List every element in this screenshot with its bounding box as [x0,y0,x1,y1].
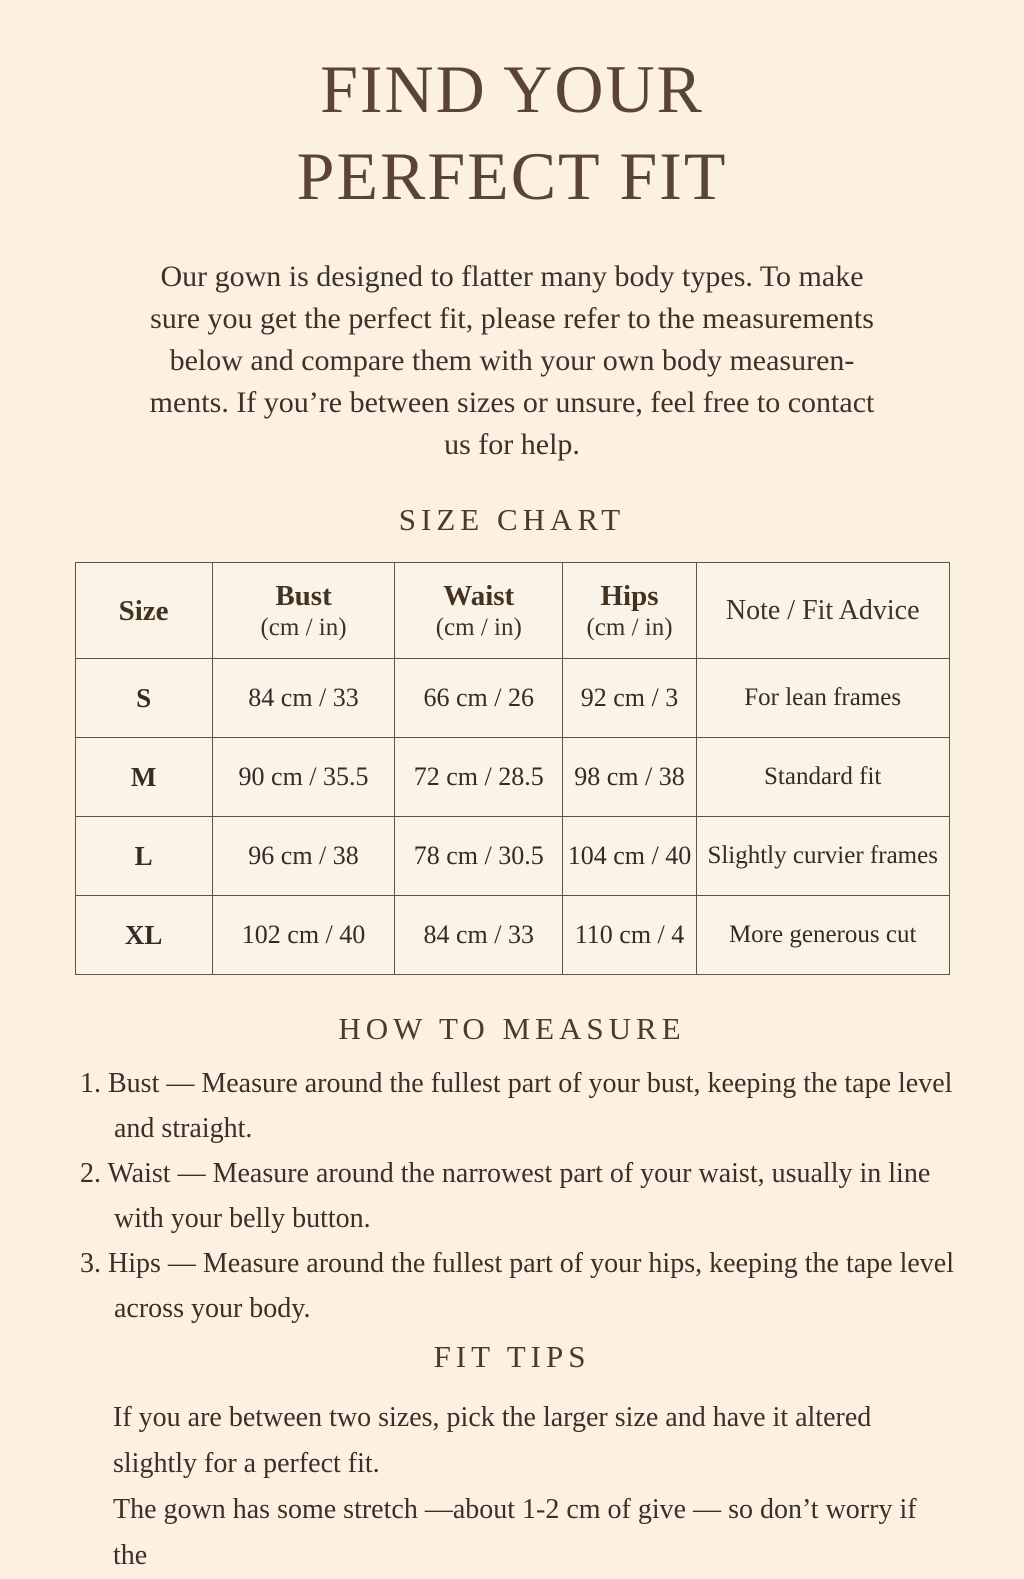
measure-item-waist [80,1151,960,1241]
intro-line: Our gown is designed to flatter many body types. To make [160,260,864,293]
table-header-row [75,563,949,659]
bust-cell: 102 cm / 40 [212,896,395,975]
waist-cell: 72 cm / 28.5 [395,738,563,817]
table-row-m [75,738,949,817]
bust-cell: 84 cm / 33 [212,659,395,738]
page-title-line-2: PERFECT FIT [296,138,728,214]
fit-tips-line: The gown has some stretch —about 1-2 cm of give — so don’t worry if [113,1494,917,1525]
how-to-measure-heading: HOW TO MEASURE [338,1011,686,1046]
size-cell: L [75,817,212,896]
size-cell: XL [75,896,212,975]
col-header-note-label: Note / Fit Advice [725,594,920,626]
fit-tips-heading: FIT TIPS [433,1339,591,1374]
col-header-bust-label: Bust [275,579,332,612]
fit-tips-line: If you are between two sizes, pick the larger size and have it altered [113,1402,872,1433]
intro-line: below and compare them with your own body measuren- [169,344,855,377]
measure-item-number: 2. [80,1158,101,1189]
hips-cell: 104 cm / 40 [563,817,697,896]
page-title-line-1: FIND YOUR [320,51,704,127]
measure-item-number: 1. [80,1068,101,1099]
col-header-hips-label: Hips [600,579,659,612]
hips-cell: 92 cm / 3 [563,659,697,738]
size-cell: S [75,659,212,738]
waist-cell: 78 cm / 30.5 [395,817,563,896]
intro-line: ments. If you’re between sizes or unsure, feel free to contact [149,386,875,419]
fit-tips-line: slightly for a perfect fit. [113,1448,380,1479]
note-cell: Slightly curvier frames [696,817,949,896]
col-header-size [75,563,212,659]
col-header-bust [212,563,395,659]
note-cell: Standard fit [696,738,949,817]
intro-paragraph [0,256,1024,466]
col-header-note [696,563,949,659]
measure-item-text: Waist — Measure around the narrowest part of your waist, usually in line with your belly button. [107,1158,931,1234]
measure-item-text: Hips — Measure around the fullest part of your hips, keeping the tape level across your body. [108,1248,954,1324]
col-header-hips-sub: (cm / in) [586,613,673,641]
col-header-waist-label: Waist [443,579,515,612]
col-header-bust-sub: (cm / in) [260,613,347,641]
measure-item-hips [80,1241,960,1331]
measure-list [80,1061,960,1331]
bust-cell: 90 cm / 35.5 [212,738,395,817]
measure-item-number: 3. [80,1248,101,1279]
size-chart-table [75,562,950,975]
table-row-s [75,659,949,738]
col-header-waist-sub: (cm / in) [435,613,522,641]
waist-cell: 66 cm / 26 [395,659,563,738]
table-row-xl [75,896,949,975]
intro-line: sure you get the perfect fit, please refer to the measurements [150,302,874,335]
intro-line: us for help. [444,428,580,461]
note-cell: More generous cut [696,896,949,975]
table-row-l [75,817,949,896]
fit-tips-text [113,1395,1024,1571]
hips-cell: 98 cm / 38 [563,738,697,817]
fit-tips-line-partial: the [113,1540,148,1571]
col-header-waist [395,563,563,659]
measure-item-bust [80,1061,960,1151]
measure-item-text: Bust — Measure around the fullest part of your bust, keeping the tape level and straight. [108,1068,953,1144]
bust-cell: 96 cm / 38 [212,817,395,896]
hips-cell: 110 cm / 4 [563,896,697,975]
col-header-hips [563,563,697,659]
col-header-size-label: Size [118,594,169,627]
size-chart-heading: SIZE CHART [398,502,626,537]
size-cell: M [75,738,212,817]
page-title [0,0,1024,220]
note-cell: For lean frames [696,659,949,738]
waist-cell: 84 cm / 33 [395,896,563,975]
